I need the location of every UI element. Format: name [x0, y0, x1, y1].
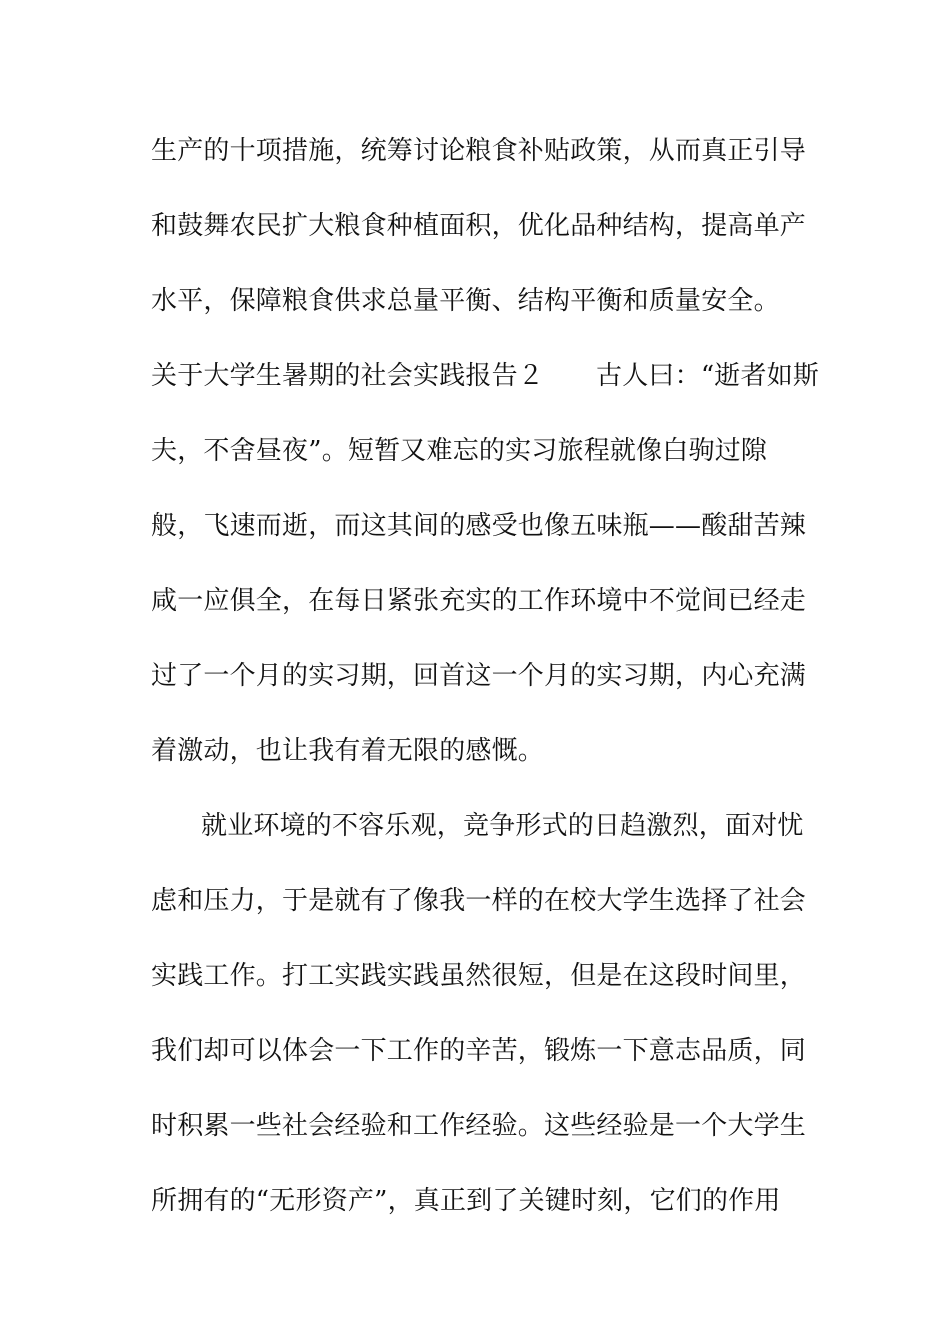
paragraph-line: 咸一应俱全，在每日紧张充实的工作环境中不觉间已经走	[151, 586, 807, 616]
paragraph-line: 和鼓舞农民扩大粮食种植面积，优化品种结构，提高单产	[151, 211, 807, 241]
paragraph-line: 所拥有的“无形资产”，真正到了关键时刻，它们的作用	[151, 1186, 781, 1216]
paragraph-line: 夫，不舍昼夜”。短暂又难忘的实习旅程就像白驹过隙	[151, 436, 768, 466]
paragraph-line: 水平，保障粮食供求总量平衡、结构平衡和质量安全。	[151, 286, 780, 316]
paragraph-line: 过了一个月的实习期，回首这一个月的实习期，内心充满	[151, 661, 807, 691]
paragraph-line: 生产的十项措施，统筹讨论粮食补贴政策，从而真正引导	[151, 136, 807, 166]
section-heading-continuation: 古人曰：“逝者如斯	[596, 361, 820, 391]
paragraph-line: 实践工作。打工实践实践虽然很短，但是在这段时间里，	[151, 961, 807, 991]
paragraph-line: 着激动，也让我有着无限的感慨。	[151, 736, 545, 766]
paragraph-line: 我们却可以体会一下工作的辛苦，锻炼一下意志品质，同	[151, 1036, 807, 1066]
paragraph-line: 般，飞速而逝，而这其间的感受也像五味瓶——酸甜苦辣	[151, 511, 807, 541]
section-heading-title: 关于大学生暑期的社会实践报告２	[151, 361, 545, 391]
paragraph-line-indented: 就业环境的不容乐观，竞争形式的日趋激烈，面对忧	[201, 811, 804, 841]
paragraph-line: 虑和压力，于是就有了像我一样的在校大学生选择了社会	[151, 886, 807, 916]
section-heading-line	[151, 361, 820, 391]
paragraph-line: 时积累一些社会经验和工作经验。这些经验是一个大学生	[151, 1111, 807, 1141]
